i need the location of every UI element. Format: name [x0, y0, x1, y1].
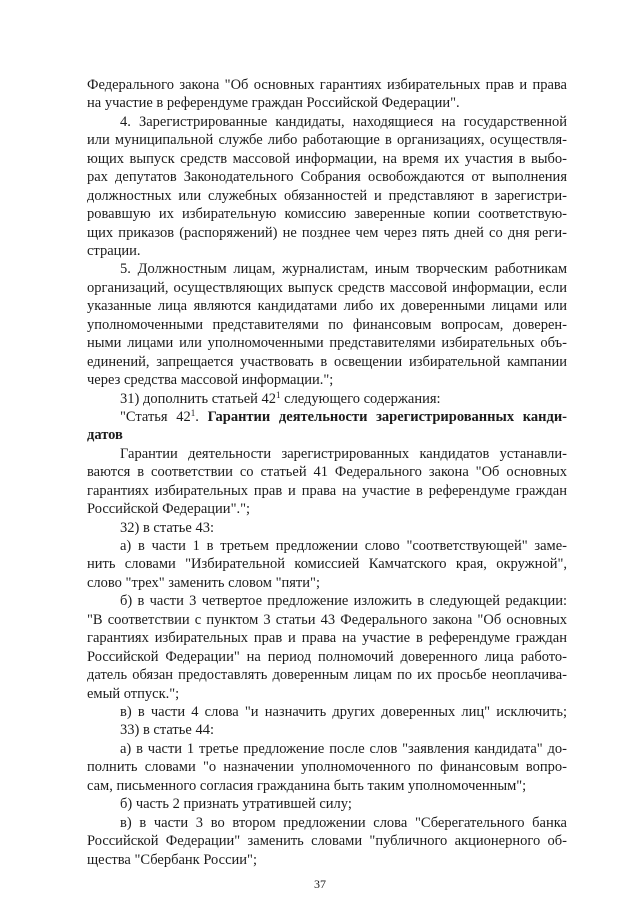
text-line: б) в части 3 четвертое предложение изложить в следующей редакции:: [120, 593, 567, 610]
text-line: нить словами "Избирательной комиссией Камчатского края, окружной",: [87, 556, 567, 573]
text-run: 31) дополнить статьей 42: [120, 390, 277, 407]
text-line: в) в части 3 во втором предложении слова "Сберегательного банка: [120, 814, 567, 831]
text-line: ваются в соответствии со статьей 41 Федерального закона "Об основных: [87, 464, 567, 481]
superscript: 1: [190, 407, 196, 418]
text-line: гарантиях избирательных прав и права на участие в референдуме граждан: [87, 482, 567, 499]
text-line: в) в части 4 слова "и назначить других доверенных лиц" исключить;: [120, 704, 567, 721]
text-line: ровавшую их избирательную комиссию заверенные копии соответствую-: [87, 206, 567, 223]
text-run: "Статья 42: [120, 408, 191, 425]
heading-text: Гарантии деятельности зарегистрированных канди-: [207, 408, 568, 425]
text-line: слово "трех" заменить словом "пяти";: [87, 574, 320, 591]
text-line: 5. Должностным лицам, журналистам, иным творческим работникам: [120, 261, 567, 278]
text-line: Федерального закона "Об основных гарантиях избирательных прав и права: [87, 77, 567, 93]
text-line: [120, 390, 567, 408]
text-line: или муниципальной службе либо работающие в организациях, осуществля-: [87, 132, 567, 149]
text-line: организаций, осуществляющих выпуск средств массовой информации, если: [87, 279, 567, 296]
text-line: емый отпуск.";: [87, 685, 180, 702]
text-line: а) в части 1 в третьем предложении слово "соответствующей" заме-: [120, 538, 567, 555]
text-line: Гарантии деятельности зарегистрированных кандидатов устанавли-: [120, 445, 567, 462]
text-run: .: [195, 408, 208, 425]
page-number: 37: [314, 877, 326, 891]
text-line: щества "Сбербанк России";: [87, 851, 257, 868]
text-line: через средства массовой информации.";: [87, 372, 334, 389]
text-line: на участие в референдуме граждан Российской Федерации".: [87, 95, 460, 112]
text-line: 33) в статье 44:: [120, 722, 214, 739]
text-line: сам, письменного согласия гражданина быть таким уполномоченным";: [87, 777, 527, 794]
text-line: датель обязан предоставлять доверенным лицам по их просьбе неоплачива-: [87, 667, 567, 684]
text-line: страции.: [87, 242, 141, 259]
superscript: 1: [276, 389, 281, 400]
text-line: полнить словами "о назначении уполномоченного по финансовым вопро-: [87, 759, 567, 776]
text-line: Российской Федерации" заменить словами "публичного акционерного об-: [87, 833, 567, 850]
text-line: должностных или служебных обязанностей и представляют в зарегистри-: [87, 187, 567, 204]
text-line: ными лицами или уполномоченными представителями избирательных объ-: [87, 335, 567, 352]
article-heading-cont: [87, 426, 567, 444]
article-heading: [120, 408, 567, 426]
text-line: Российской Федерации" на период полномочий доверенного лица работо-: [87, 648, 567, 665]
text-line: 4. Зарегистрированные кандидаты, находящиеся на государственной: [120, 113, 567, 130]
text-line: ющих выпуск средств массовой информации, на время их участия в выбо-: [87, 150, 567, 167]
text-line: единений, запрещается участвовать в освещении избирательной кампании: [87, 353, 567, 370]
heading-text: датов: [87, 427, 123, 444]
text-run: следующего содержания:: [280, 390, 441, 407]
text-line: "В соответствии с пунктом 3 статьи 43 Федерального закона "Об основных: [87, 611, 567, 628]
text-line: гарантиях избирательных прав и права на участие в референдуме граждан: [87, 630, 567, 647]
text-line: а) в части 1 третье предложение после слов "заявления кандидата" до-: [120, 740, 567, 757]
text-line: 32) в статье 43:: [120, 519, 214, 536]
text-line: б) часть 2 признать утратившей силу;: [120, 796, 352, 813]
text-line: рах депутатов Законодательного Собрания освобождаются от выполнения: [87, 169, 567, 186]
text-line: уполномоченными представителями по финансовым вопросам, доверен-: [87, 316, 567, 333]
text-line: щих приказов (распоряжений) не позднее чем через пять дней со дня реги-: [87, 224, 567, 241]
text-line: указанные лица являются кандидатами либо их доверенными лицами или: [87, 298, 567, 315]
text-line: Российской Федерации".";: [87, 501, 251, 518]
